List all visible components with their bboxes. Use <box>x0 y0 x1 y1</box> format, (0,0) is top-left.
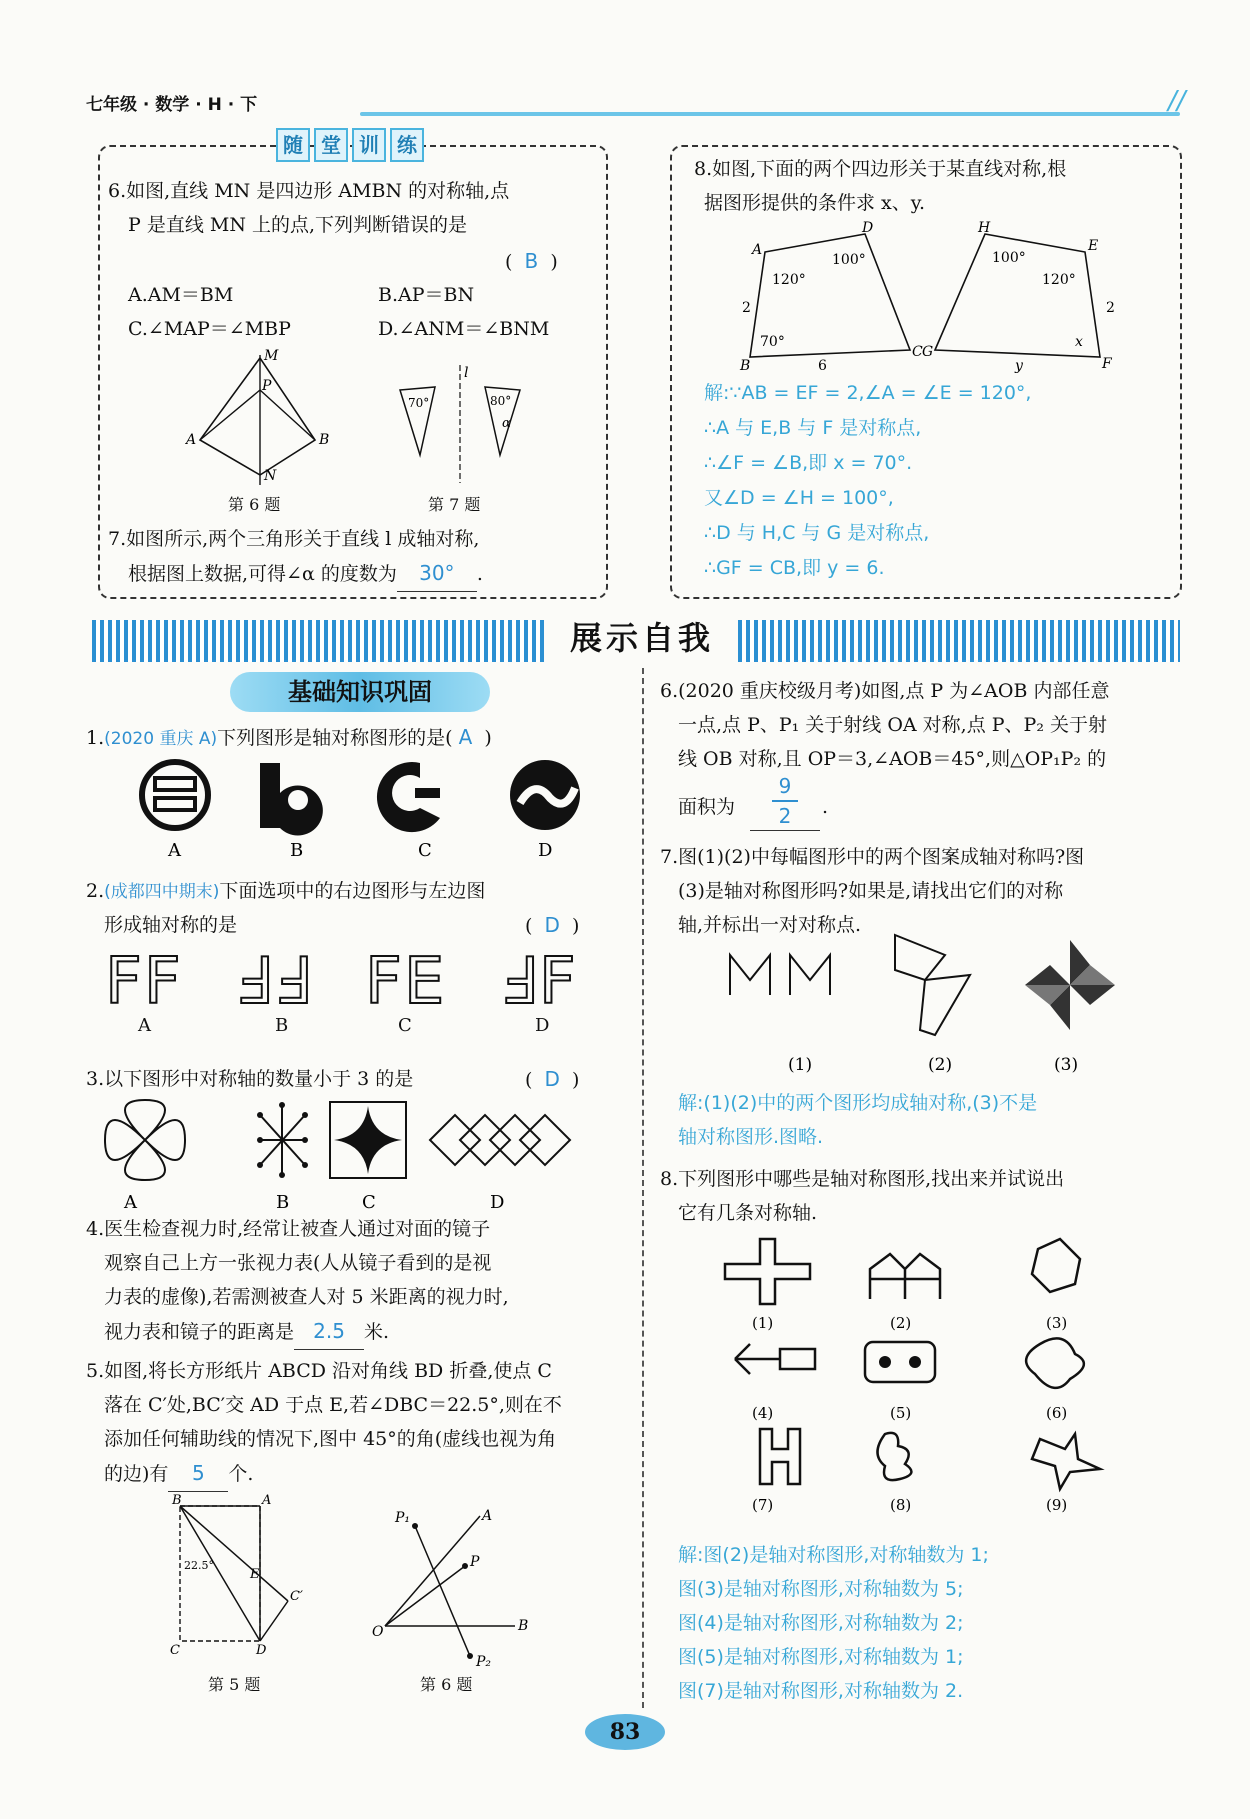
b7-solution-2: 轴对称图形.图略. <box>678 1126 824 1148</box>
q8r-stem-2: 据图形提供的条件求 x、y. <box>704 192 926 214</box>
q6-label-a: A <box>186 432 197 448</box>
b8-solution-1: 解:图(2)是轴对称图形,对称轴数为 1; <box>678 1544 989 1566</box>
b6-line-3: 线 OB 对称,且 OP＝3,∠AOB＝45°,则△OP₁P₂ 的 <box>678 748 1107 770</box>
q6-label-b: B <box>319 432 330 448</box>
svg-text:E: E <box>250 1567 260 1582</box>
svg-text:(4): (4) <box>752 1404 774 1422</box>
b1-answer: A <box>458 725 473 749</box>
q6-option-c: C.∠MAP＝∠MBP <box>128 318 291 340</box>
b1-figures <box>120 758 600 868</box>
q8r-solution-3: ∴∠F = ∠B,即 x = 70°. <box>704 452 913 474</box>
q7-stem-2: 根据图上数据,可得∠α 的度数为 30° . <box>128 556 483 592</box>
q6-figure <box>186 348 350 490</box>
q7-figure <box>390 365 530 485</box>
practice-title-char: 练 <box>390 128 424 162</box>
q7-fig-caption: 第 7 题 <box>428 495 481 514</box>
svg-text:A: A <box>752 242 763 258</box>
svg-text:P₂: P₂ <box>476 1654 492 1670</box>
svg-text:B: B <box>172 1493 182 1508</box>
svg-text:P₁: P₁ <box>395 1510 411 1526</box>
b6-figure <box>370 1506 540 1670</box>
svg-text:(8): (8) <box>890 1496 912 1514</box>
b5-answer: 5 <box>192 1461 205 1485</box>
svg-text:(9): (9) <box>1046 1496 1068 1514</box>
header-mark: // <box>1168 86 1186 116</box>
q6-option-d: D.∠ANM＝∠BNM <box>378 318 550 340</box>
b2-answer-bracket: ( D ) <box>525 913 580 937</box>
svg-text:120°: 120° <box>1042 272 1076 288</box>
q6-label-n: N <box>264 468 277 484</box>
column-divider <box>642 668 644 1708</box>
q8r-solution-1: 解:∵AB = EF = 2,∠A = ∠E = 120°, <box>704 382 1032 404</box>
b3-figures <box>100 1100 610 1213</box>
b3-stem: 3.以下图形中对称轴的数量小于 3 的是 <box>86 1068 414 1090</box>
svg-text:(5): (5) <box>890 1404 912 1422</box>
b4-line-1: 4.医生检查视力时,经常让被查人通过对面的镜子 <box>86 1218 491 1240</box>
svg-text:22.5°: 22.5° <box>184 1559 214 1572</box>
header-rule <box>360 112 1180 116</box>
svg-text:A: A <box>482 1508 493 1524</box>
svg-text:B: B <box>290 840 304 861</box>
svg-text:G: G <box>922 344 934 360</box>
b2-answer: D <box>544 913 560 937</box>
q6-stem-1: 6.如图,直线 MN 是四边形 AMBN 的对称轴,点 <box>108 180 510 202</box>
q7-label-l: l <box>464 365 469 381</box>
b6-fig-caption: 第 6 题 <box>420 1675 473 1694</box>
b8-line-2: 它有几条对称轴. <box>678 1202 818 1224</box>
svg-text:A: A <box>168 840 181 861</box>
b4-line-2: 观察自己上方一张视力表(人从镜子看到的是视 <box>104 1252 492 1274</box>
svg-text:(7): (7) <box>752 1496 774 1514</box>
q6-label-m: M <box>264 348 279 364</box>
svg-text:(6): (6) <box>1046 1404 1068 1422</box>
svg-text:A: A <box>124 1192 137 1213</box>
q7-stem-1: 7.如图所示,两个三角形关于直线 l 成轴对称, <box>108 528 480 550</box>
svg-text:P: P <box>470 1554 480 1570</box>
svg-text:100°: 100° <box>992 250 1026 266</box>
b1-stem: 1.(2020 重庆 A)下列图形是轴对称图形的是( A ) <box>86 725 492 749</box>
svg-text:D: D <box>490 1192 505 1213</box>
b5-line-1: 5.如图,将长方形纸片 ABCD 沿对角线 BD 折叠,使点 C <box>86 1360 552 1382</box>
svg-text:H: H <box>978 220 991 236</box>
section-title: 展示自我 <box>570 619 715 657</box>
svg-text:(3): (3) <box>1054 1055 1079 1075</box>
page-header: 七年级 · 数学 · H · 下 <box>86 95 258 115</box>
q6-label-p: P <box>262 378 272 394</box>
b7-line-1: 7.图(1)(2)中每幅图形中的两个图案成轴对称吗?图 <box>660 846 1085 868</box>
b2-figures: FF ℲℲ FE ℲF A B C D <box>105 945 578 1036</box>
practice-title-char: 随 <box>276 128 310 162</box>
b6-end: . <box>822 796 829 818</box>
svg-text:E: E <box>1088 238 1099 254</box>
svg-text:(3): (3) <box>1046 1314 1068 1332</box>
svg-text:x: x <box>1075 334 1083 350</box>
svg-text:2: 2 <box>742 300 751 316</box>
svg-text:B: B <box>518 1618 529 1634</box>
practice-title-char: 训 <box>352 128 386 162</box>
b8-solution-2: 图(3)是轴对称图形,对称轴数为 5; <box>678 1578 964 1600</box>
q8r-solution-6: ∴GF = CB,即 y = 6. <box>704 557 885 579</box>
b8-solution-5: 图(7)是轴对称图形,对称轴数为 2. <box>678 1680 964 1702</box>
svg-text:B: B <box>276 1192 290 1213</box>
b3-answer: D <box>544 1067 560 1091</box>
q7-answer: 30° <box>419 561 455 585</box>
section-band-left <box>92 620 544 662</box>
svg-text:C: C <box>418 840 432 861</box>
q7-angle-80: 80° <box>490 394 512 408</box>
b5-line-4: 的边)有 5 个. <box>104 1456 253 1492</box>
b2-stem: 2.(成都四中期末)下面选项中的右边图形与左边图 <box>86 880 486 902</box>
section-band-right <box>738 620 1180 662</box>
q8r-figure <box>730 222 1130 372</box>
page-number: 83 <box>585 1714 665 1750</box>
svg-text:120°: 120° <box>772 272 806 288</box>
b6-line-2: 一点,点 P、P₁ 关于射线 OA 对称,点 P、P₂ 关于射 <box>678 714 1107 736</box>
q7-angle-70: 70° <box>408 396 430 410</box>
b4-line-3: 力表的虚像),若需测被查人对 5 米距离的视力时, <box>104 1286 509 1308</box>
b7-solution-1: 解:(1)(2)中的两个图形均成轴对称,(3)不是 <box>678 1092 1038 1114</box>
b5-figure <box>160 1493 320 1658</box>
b2-stem-2: 形成轴对称的是 <box>104 914 238 936</box>
b8-solution-4: 图(5)是轴对称图形,对称轴数为 1; <box>678 1646 964 1668</box>
q6-answer-bracket: ( B ) <box>505 249 558 273</box>
svg-text:D: D <box>256 1643 267 1658</box>
q6-option-b: B.AP＝BN <box>378 284 475 306</box>
q6-option-a: A.AM＝BM <box>128 284 234 306</box>
svg-text:(2): (2) <box>890 1314 912 1332</box>
svg-text:D: D <box>862 220 874 236</box>
b4-answer: 2.5 <box>313 1319 345 1343</box>
q8r-stem-1: 8.如图,下面的两个四边形关于某直线对称,根 <box>694 158 1067 180</box>
svg-text:100°: 100° <box>832 252 866 268</box>
svg-text:B: B <box>740 358 751 374</box>
svg-text:2: 2 <box>1106 300 1115 316</box>
b6-line-4: 面积为 <box>678 796 736 818</box>
b6-line-1: 6.(2020 重庆校级月考)如图,点 P 为∠AOB 内部任意 <box>660 680 1110 702</box>
svg-text:A: A <box>262 1493 272 1508</box>
practice-title <box>276 128 424 162</box>
svg-text:O: O <box>372 1624 384 1640</box>
b5-fig-caption: 第 5 题 <box>208 1675 261 1694</box>
svg-text:C: C <box>912 344 923 360</box>
svg-text:(1): (1) <box>752 1314 774 1332</box>
b5-line-2: 落在 C′处,BC′交 AD 于点 E,若∠DBC＝22.5°,则在不 <box>104 1394 562 1416</box>
b8-figures <box>720 1234 1140 1524</box>
q6-answer: B <box>524 249 539 273</box>
b3-answer-bracket: ( D ) <box>525 1067 580 1091</box>
b7-line-2: (3)是轴对称图形吗?如果是,请找出它们的对称 <box>678 880 1064 902</box>
b7-line-3: 轴,并标出一对对称点. <box>678 914 862 936</box>
q8r-solution-4: 又∠D = ∠H = 100°, <box>704 487 894 509</box>
q8r-solution-5: ∴D 与 H,C 与 G 是对称点, <box>704 522 930 544</box>
svg-text:y: y <box>1015 358 1023 374</box>
b6-answer: 9 2 <box>750 772 820 831</box>
svg-text:C′: C′ <box>290 1589 303 1604</box>
q8r-solution-2: ∴A 与 E,B 与 F 是对称点, <box>704 417 922 439</box>
b7-figures <box>720 930 1140 1080</box>
svg-text:F: F <box>1102 356 1112 372</box>
svg-text:D: D <box>538 840 553 861</box>
b8-line-1: 8.下列图形中哪些是轴对称图形,找出来并试说出 <box>660 1168 1065 1190</box>
q7-angle-alpha: α <box>502 416 511 431</box>
subsection-title: 基础知识巩固 <box>230 672 490 712</box>
svg-text:70°: 70° <box>760 334 785 350</box>
svg-text:(1): (1) <box>788 1055 813 1075</box>
q6-stem-2: P 是直线 MN 上的点,下列判断错误的是 <box>128 214 468 236</box>
practice-title-char: 堂 <box>314 128 348 162</box>
svg-text:C: C <box>170 1643 180 1658</box>
b8-solution-3: 图(4)是轴对称图形,对称轴数为 2; <box>678 1612 964 1634</box>
b4-line-4: 视力表和镜子的距离是 2.5 米. <box>104 1314 389 1350</box>
svg-text:6: 6 <box>818 358 827 374</box>
svg-text:(2): (2) <box>928 1055 953 1075</box>
b5-line-3: 添加任何辅助线的情况下,图中 45°的角(虚线也视为角 <box>104 1428 557 1450</box>
svg-text:C: C <box>362 1192 376 1213</box>
q6-fig-caption: 第 6 题 <box>228 495 281 514</box>
